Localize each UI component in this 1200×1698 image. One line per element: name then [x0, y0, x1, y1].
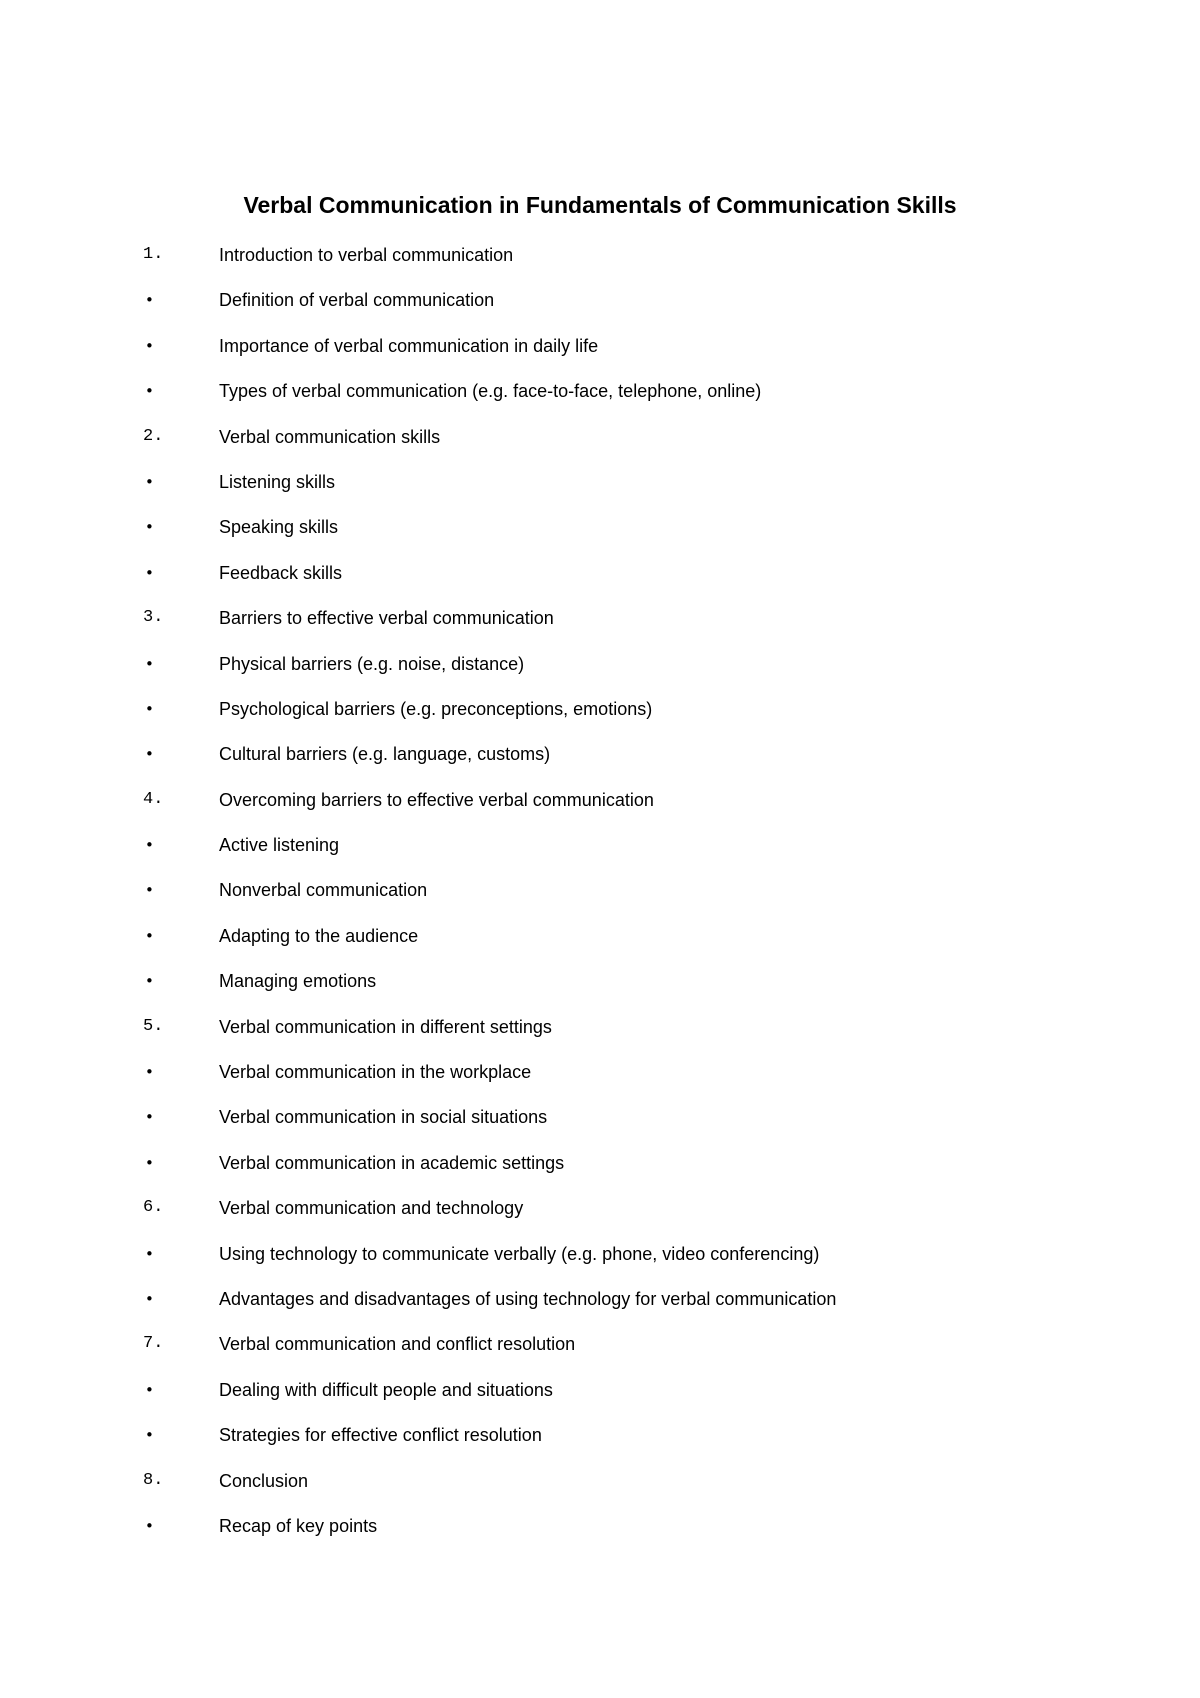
bullet-icon: •	[145, 699, 154, 718]
section-number: 8.	[143, 1470, 164, 1490]
bullet-icon: •	[145, 1516, 154, 1535]
list-item-text: Using technology to communicate verbally (e.g. phone, video conferencing)	[219, 1243, 820, 1264]
list-item-text: Active listening	[219, 835, 340, 856]
list-item	[0, 1423, 1200, 1468]
section-number: 6.	[143, 1198, 164, 1218]
list-item	[0, 334, 1200, 379]
list-item-text: Definition of verbal communication	[219, 290, 495, 311]
list-item	[0, 652, 1200, 697]
list-item	[0, 742, 1200, 787]
list-item-text: Feedback skills	[219, 562, 343, 583]
section-number: 4.	[143, 789, 164, 809]
bullet-icon: •	[145, 1153, 154, 1172]
bullet-icon: •	[145, 518, 154, 537]
list-item	[0, 1105, 1200, 1150]
list-item-text: Physical barriers (e.g. noise, distance)	[219, 653, 525, 674]
list-item	[0, 833, 1200, 878]
section-heading	[0, 1332, 1200, 1377]
section-heading	[0, 425, 1200, 470]
section-heading	[0, 243, 1200, 288]
bullet-icon: •	[145, 745, 154, 764]
list-item-text: Types of verbal communication (e.g. face-to-face, telephone, online)	[219, 381, 762, 402]
list-item	[0, 924, 1200, 969]
section-heading	[0, 1469, 1200, 1514]
list-item	[0, 515, 1200, 560]
bullet-icon: •	[145, 836, 154, 855]
bullet-icon: •	[145, 1426, 154, 1445]
list-item-text: Recap of key points	[219, 1515, 378, 1536]
bullet-icon: •	[145, 926, 154, 945]
section-number: 5.	[143, 1016, 164, 1036]
list-item-text: Cultural barriers (e.g. language, customs)	[219, 744, 551, 765]
section-heading	[0, 1196, 1200, 1241]
section-title: Verbal communication skills	[219, 426, 441, 447]
bullet-icon: •	[145, 382, 154, 401]
section-title: Verbal communication and conflict resolution	[219, 1334, 576, 1355]
bullet-icon: •	[145, 1108, 154, 1127]
section-title: Verbal communication and technology	[219, 1198, 524, 1219]
section-number: 1.	[143, 245, 164, 264]
list-item-text: Managing emotions	[219, 971, 377, 992]
list-item-text: Speaking skills	[219, 517, 339, 538]
list-item-text: Importance of verbal communication in daily life	[219, 335, 599, 356]
section-number: 3.	[143, 608, 164, 628]
list-item	[0, 878, 1200, 923]
list-item-text: Verbal communication in the workplace	[219, 1062, 532, 1083]
bullet-icon: •	[145, 1244, 154, 1263]
section-title: Introduction to verbal communication	[219, 245, 514, 265]
list-item-text: Advantages and disadvantages of using technology for verbal communication	[219, 1288, 837, 1309]
bullet-icon: •	[145, 1063, 154, 1082]
list-item	[0, 1151, 1200, 1196]
list-item-text: Listening skills	[219, 471, 336, 492]
bullet-icon: •	[145, 972, 154, 991]
list-item	[0, 697, 1200, 742]
list-item-text: Psychological barriers (e.g. preconceptions, emotions)	[219, 698, 653, 719]
bullet-icon: •	[145, 563, 154, 582]
section-heading	[0, 1015, 1200, 1060]
bullet-icon: •	[145, 881, 154, 900]
list-item-text: Verbal communication in social situations	[219, 1107, 548, 1128]
list-item-text: Nonverbal communication	[219, 880, 428, 901]
document-title: Verbal Communication in Fundamentals of Communication Skills	[243, 192, 957, 218]
list-item	[0, 1514, 1200, 1559]
bullet-icon: •	[145, 336, 154, 355]
bullet-icon: •	[145, 472, 154, 491]
section-title: Barriers to effective verbal communication	[219, 608, 554, 629]
bullet-icon: •	[145, 1380, 154, 1399]
list-item	[0, 1378, 1200, 1423]
section-heading	[0, 606, 1200, 651]
section-heading	[0, 788, 1200, 833]
section-number: 2.	[143, 426, 164, 446]
list-item	[0, 1060, 1200, 1105]
list-item-text: Dealing with difficult people and situations	[219, 1379, 553, 1400]
list-item	[0, 1242, 1200, 1287]
list-item-text: Verbal communication in academic settings	[219, 1152, 565, 1173]
list-item	[0, 379, 1200, 424]
list-item	[0, 561, 1200, 606]
outline-list	[0, 243, 1200, 1559]
list-item	[0, 470, 1200, 515]
section-title: Overcoming barriers to effective verbal communication	[219, 789, 654, 810]
bullet-icon: •	[145, 291, 154, 310]
bullet-icon: •	[145, 654, 154, 673]
list-item-text: Adapting to the audience	[219, 925, 419, 946]
list-item	[0, 1287, 1200, 1332]
bullet-icon: •	[145, 1289, 154, 1308]
section-number: 7.	[143, 1334, 164, 1354]
list-item	[0, 288, 1200, 333]
section-title: Verbal communication in different settings	[219, 1016, 552, 1037]
list-item-text: Strategies for effective conflict resolution	[219, 1425, 542, 1446]
section-title: Conclusion	[219, 1470, 309, 1491]
list-item	[0, 969, 1200, 1014]
